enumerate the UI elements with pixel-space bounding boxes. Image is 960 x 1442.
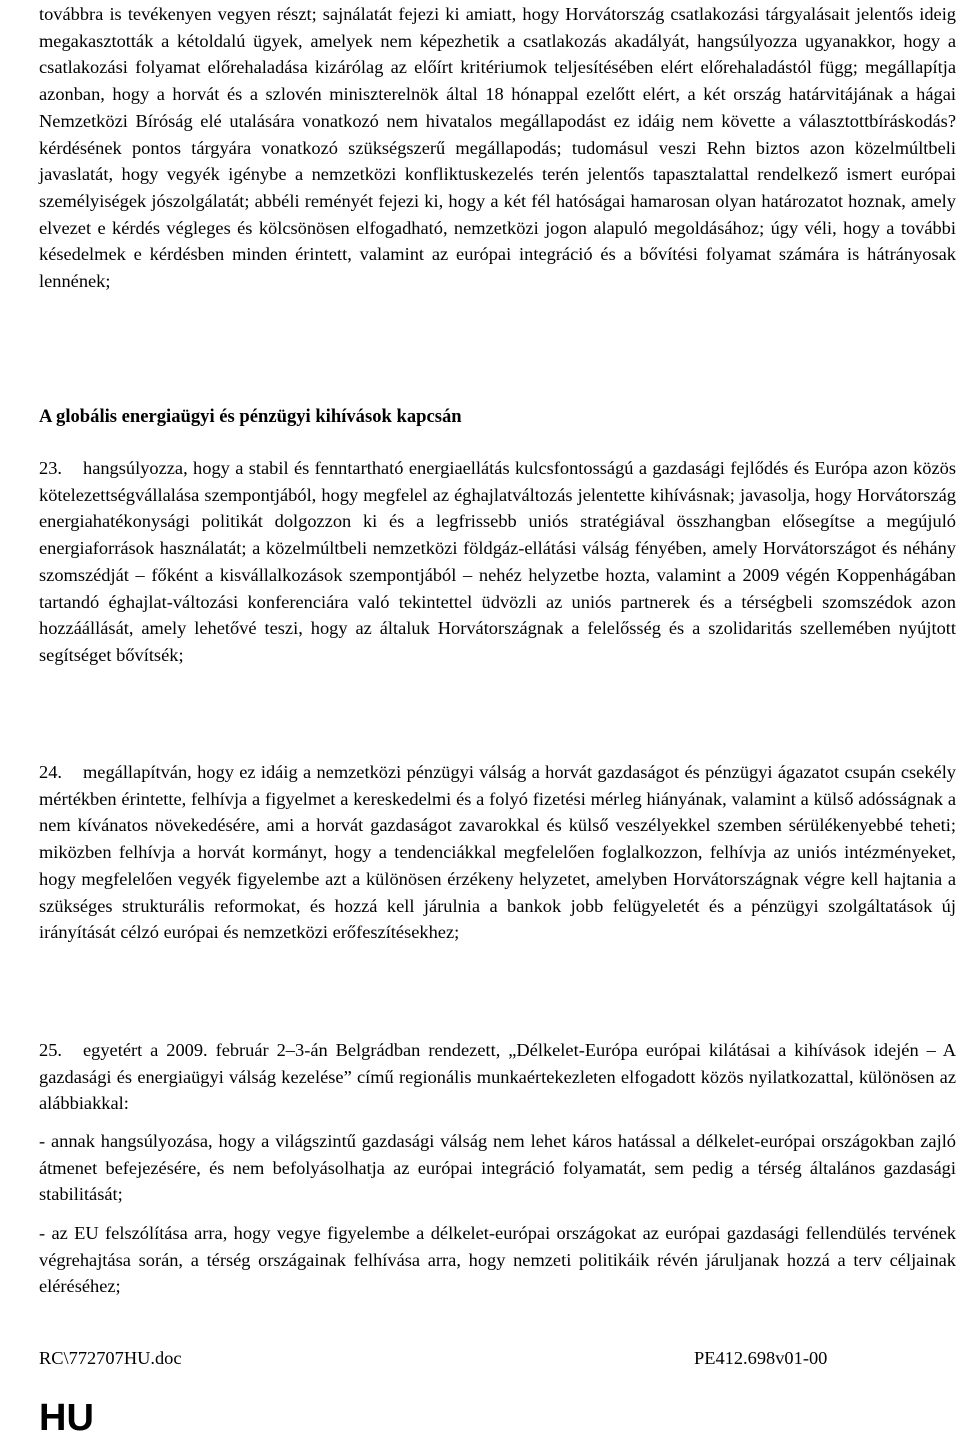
footer-pe-ref: PE412.698v01-00 [694, 1348, 828, 1368]
paragraph-text: hangsúlyozza, hogy a stabil és fenntartható energiaellátás kulcsfontosságú a gazdasági fejlődés és Európa azon közös kötelezettségvállalása szempontjából, hogy megfelel az éghajlatváltozás jelentette kihívásnak; javasolja, hogy Horvátország energiahatékonysági politikát dolgozzon ki és a legfrissebb uniós stratégiával összhangban elősegítse a megújuló energiaforrások használatát; a közelmúltbeli nemzetközi földgáz-ellátási válság fényében, amely Horvátországot és néhány szomszédját – főként a kisvállalkozások szempontjából – nehéz helyzetbe hozta, valamint a 2009 végén Koppenhágában tartandó éghajlat-változási konferenciára való tekintettel üdvözli az uniós partnerek és a térségbeli szomszédok azon hozzáállását, amely lehetővé teszi, hogy az általuk Horvátországnak a felelősség és a szolidaritás szellemében nyújtott segítséget bővítsék; [39, 458, 956, 665]
continuation-paragraph [39, 1, 956, 295]
paragraph-number: 24. [39, 762, 62, 782]
paragraph-text: megállapítván, hogy ez idáig a nemzetközi pénzügyi válság a horvát gazdaságot és pénzügyi ágazatot csupán csekély mértékben érintette, felhívja a figyelmet a kereskedelmi és a folyó fizetési mérleg hiányának, valamint a külső adósságnak a nem kívánatos növekedésére, ami a horvát gazdaságot zavarokkal és külső veszélyekkel szemben sérülékenyebbé teheti; miközben felhívja a horvát kormányt, hogy a tendenciákkal megfelelően foglalkozzon, felhívja az uniós intézményeket, hogy megfelelően vegyék figyelembe azt a különösen érzékeny helyzetet, amelyben Horvátországnak végre kell hajtania a szükséges strukturális reformokat, és hozzá kell járulnia a bankok jobb felügyeletét és a pénzügyi szolgáltatások új irányítását célzó európai és nemzetközi erőfeszítésekhez; [39, 762, 956, 943]
bullet-text: - annak hangsúlyozása, hogy a világszintű gazdasági válság nem lehet káros hatással a délkelet-európai országokban zajló átmenet befejezésére, és nem befolyásolhatja az európai integráció folyamatát, sem pedig a térség általános gazdasági stabilitását; [39, 1131, 956, 1205]
bullet-text: - az EU felszólítása arra, hogy vegye figyelembe a délkelet-európai országokat az európai gazdasági fellendülés tervének végrehajtása során, a térség országainak felhívása arra, hogy nemzeti politikáik révén járuljanak hozzá a terv céljainak eléréséhez; [39, 1223, 956, 1297]
paragraph-text: egyetért a 2009. február 2–3-án Belgrádban rendezett, „Délkelet-Európa európai kilátásai a kihívások idején – A gazdasági és energiaügyi válság kezelése” című regionális munkaértekezleten elfogadott közös nyilatkozattal, különösen az alábbiakkal: [39, 1040, 956, 1114]
bullet-item-1 [39, 1128, 956, 1208]
footer-doc-ref: RC\772707HU.doc [39, 1348, 182, 1368]
paragraph-24 [39, 759, 956, 946]
continuation-text: továbbra is tevékenyen vegyen részt; sajnálatát fejezi ki amiatt, hogy Horvátország csatlakozási tárgyalásait jelentős ideig megakasztották a kétoldalú ügyek, amelyek nem képezhetik a csatlakozás akadályát, hangsúlyozza ugyanakkor, hogy a csatlakozási folyamat előrehaladása kizárólag az előírt kritériumok teljesítésében elért előrehaladástól függ; megállapítja azonban, hogy a horvát és a szlovén miniszterelnök által 18 hónappal ezelőtt elért, a két ország határvitájának a hágai Nemzetközi Bíróság elé utalására vonatkozó nem hivatalos megállapodást ez idáig nem követte a választottbíráskodás? kérdésének pontos tárgyára vonatkozó szükségszerű megállapodás; tudomásul veszi Rehn biztos azon közelmúltbeli javaslatát, hogy vegyék igénybe a nemzetközi konfliktuskezelés terén jelentős tapasztalattal rendelkező ismert európai személyiségek jószolgálatát; abbéli reményét fejezi ki, hogy a két fél hatóságai hamarosan olyan határozatot hoznak, amely elvezet e kérdés végleges és kölcsönösen elfogadható, nemzetközi jogon alapuló megoldásához; úgy véli, hogy a további késedelmek e kérdésben minden érintett, valamint az európai integráció és a bővítési folyamat számára is hátrányosak lennének; [39, 4, 956, 292]
section-heading: A globális energiaügyi és pénzügyi kihívások kapcsán [39, 406, 462, 427]
paragraph-25 [39, 1037, 956, 1117]
paragraph-number: 23. [39, 458, 62, 478]
paragraph-23 [39, 455, 956, 669]
paragraph-number: 25. [39, 1040, 62, 1060]
language-code: HU [39, 1397, 94, 1439]
bullet-item-2 [39, 1220, 956, 1300]
